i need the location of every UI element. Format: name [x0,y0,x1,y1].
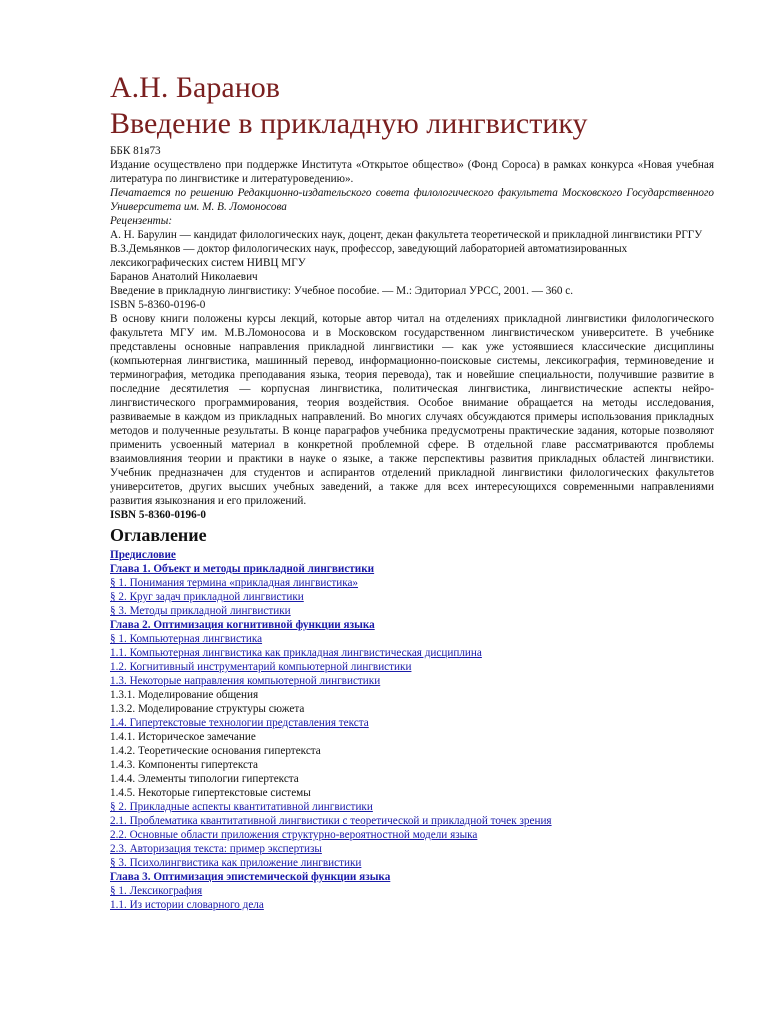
toc-item[interactable] [110,618,714,632]
toc-link[interactable]: 1.1. Компьютерная лингвистика как прикладная лингвистическая дисциплина [110,647,482,659]
toc-link[interactable]: 2.1. Проблематика квантитативной лингвистики с теоретической и прикладной точек зрения [110,815,552,827]
reviewers-label: Рецензенты: [110,215,173,227]
toc-text: 1.4.2. Теоретические основания гипертекста [110,745,321,757]
toc-text: 1.4.5. Некоторые гипертекстовые системы [110,787,311,799]
toc-link[interactable]: § 1. Компьютерная лингвистика [110,633,263,645]
toc-link[interactable]: § 2. Круг задач прикладной лингвистики [110,591,304,603]
edition-note: Издание осуществлено при поддержке Института «Открытое общество» (Фонд Сороса) в рамках конкурса «Новая учебная литература по лингвистике и литературоведению». [110,159,714,185]
toc-text: 1.3.1. Моделирование общения [110,689,259,701]
reviewer-2: В.З.Демьянков — доктор филологических наук, профессор, заведующий лабораторией автоматизированных лексикографических систем НИВЦ МГУ [110,243,628,269]
toc-text: 1.4.1. Историческое замечание [110,731,256,743]
toc-item[interactable] [110,814,714,828]
toc-item[interactable] [110,828,714,842]
document-page [110,70,714,912]
citation: Введение в прикладную лингвистику: Учебное пособие. — М.: Эдиториал УРСС, 2001. — 360 с. [110,285,574,297]
toc-link[interactable]: 2.2. Основные области приложения структурно-вероятностной модели языка [110,829,478,841]
toc-heading: Оглавление [110,525,207,545]
toc-item[interactable] [110,884,714,898]
toc-link[interactable]: § 1. Лексикография [110,885,203,897]
toc-item[interactable] [110,674,714,688]
toc-item [110,744,714,758]
toc-item[interactable] [110,898,714,912]
toc-item [110,758,714,772]
toc-item[interactable] [110,660,714,674]
toc-link[interactable]: § 2. Прикладные аспекты квантитативной лингвистики [110,801,373,813]
toc-text: 1.4.4. Элементы типологии гипертекста [110,773,299,785]
toc-link[interactable]: 1.4. Гипертекстовые технологии представления текста [110,717,369,729]
toc-link[interactable]: 1.1. Из истории словарного дела [110,899,264,911]
toc-link[interactable]: Глава 2. Оптимизация когнитивной функции языка [110,619,375,631]
toc-link[interactable]: § 1. Понимания термина «прикладная лингвистика» [110,577,359,589]
toc-link[interactable]: § 3. Методы прикладной лингвистики [110,605,291,617]
toc-item[interactable] [110,562,714,576]
council-note: Печатается по решению Редакционно-издательского совета филологического факультета Московского Государственного Университета им. М. В. Ломоносова [110,187,714,213]
toc-item[interactable] [110,716,714,730]
toc-item[interactable] [110,870,714,884]
toc-item [110,772,714,786]
toc-item[interactable] [110,632,714,646]
isbn-bold: ISBN 5-8360-0196-0 [110,509,207,521]
toc-link[interactable]: Предисловие [110,549,176,561]
abstract: В основу книги положены курсы лекций, которые автор читал на отделениях прикладной лингвистики филологического факультета МГУ им. М.В.Ломоносова и в Московском государственном лингвистическом университете. В учебнике представлены основные направления прикладной лингвистики — как уже устоявшиеся классические дисциплины (компьютерная лингвистика, машинный перевод, информационно-поисковые системы, лексикография, терминоведение и терминография, методика преподавания языка, теория перевода), так и новейшие специальности, получившие развитие в последние десятилетия — корпусная лингвистика, политическая лингвистика, лингвистические аспекты нейро-лингвистического программирования, теория воздействия. Особое внимание обращается на методы исследования, развиваемые в каждом из прикладных направлений. Во многих случаях обсуждаются примеры использования прикладных методов и полученные результаты. В конце параграфов учебника предусмотрены практические задания, которые позволяют применить усвоенный материал в конкретной проблемной сфере. В отдельной главе рассматриваются проблемы взаимовлияния теории и практики в науке о языке, а также перспективы развития прикладных областей лингвистики. Учебник предназначен для студентов и аспирантов отделений прикладной лингвистики филологических факультетов университетов, других высших учебных заведений, а также для всех интересующихся современными направлениями развития языкознания и его приложений. [110,313,714,507]
isbn: ISBN 5-8360-0196-0 [110,299,206,311]
toc-item [110,688,714,702]
toc-item[interactable] [110,856,714,870]
author-full-name: Баранов Анатолий Николаевич [110,271,258,283]
toc-item[interactable] [110,590,714,604]
toc-list [110,548,714,912]
toc-item [110,786,714,800]
bbk-code: ББК 81я73 [110,145,161,157]
toc-text: 1.4.3. Компоненты гипертекста [110,759,258,771]
toc-link[interactable]: Глава 3. Оптимизация эпистемической функции языка [110,871,391,883]
toc-link[interactable]: § 3. Психолингвистика как приложение лингвистики [110,857,362,869]
toc-item[interactable] [110,576,714,590]
toc-text: 1.3.2. Моделирование структуры сюжета [110,703,305,715]
toc-item[interactable] [110,604,714,618]
toc-item[interactable] [110,800,714,814]
toc-link[interactable]: 2.3. Авторизация текста: пример экспертизы [110,843,322,855]
reviewer-1: А. Н. Барулин — кандидат филологических наук, доцент, декан факультета теоретической и прикладной лингвистики РГГУ [110,229,703,241]
toc-item[interactable] [110,548,714,562]
toc-link[interactable]: Глава 1. Объект и методы прикладной лингвистики [110,563,375,575]
toc-item[interactable] [110,646,714,660]
toc-item [110,730,714,744]
toc-item [110,702,714,716]
toc-item[interactable] [110,842,714,856]
book-title: Введение в прикладную лингвистику [110,107,588,140]
author-name: А.Н. Баранов [110,71,280,104]
toc-link[interactable]: 1.2. Когнитивный инструментарий компьютерной лингвистики [110,661,412,673]
toc-link[interactable]: 1.3. Некоторые направления компьютерной лингвистики [110,675,381,687]
